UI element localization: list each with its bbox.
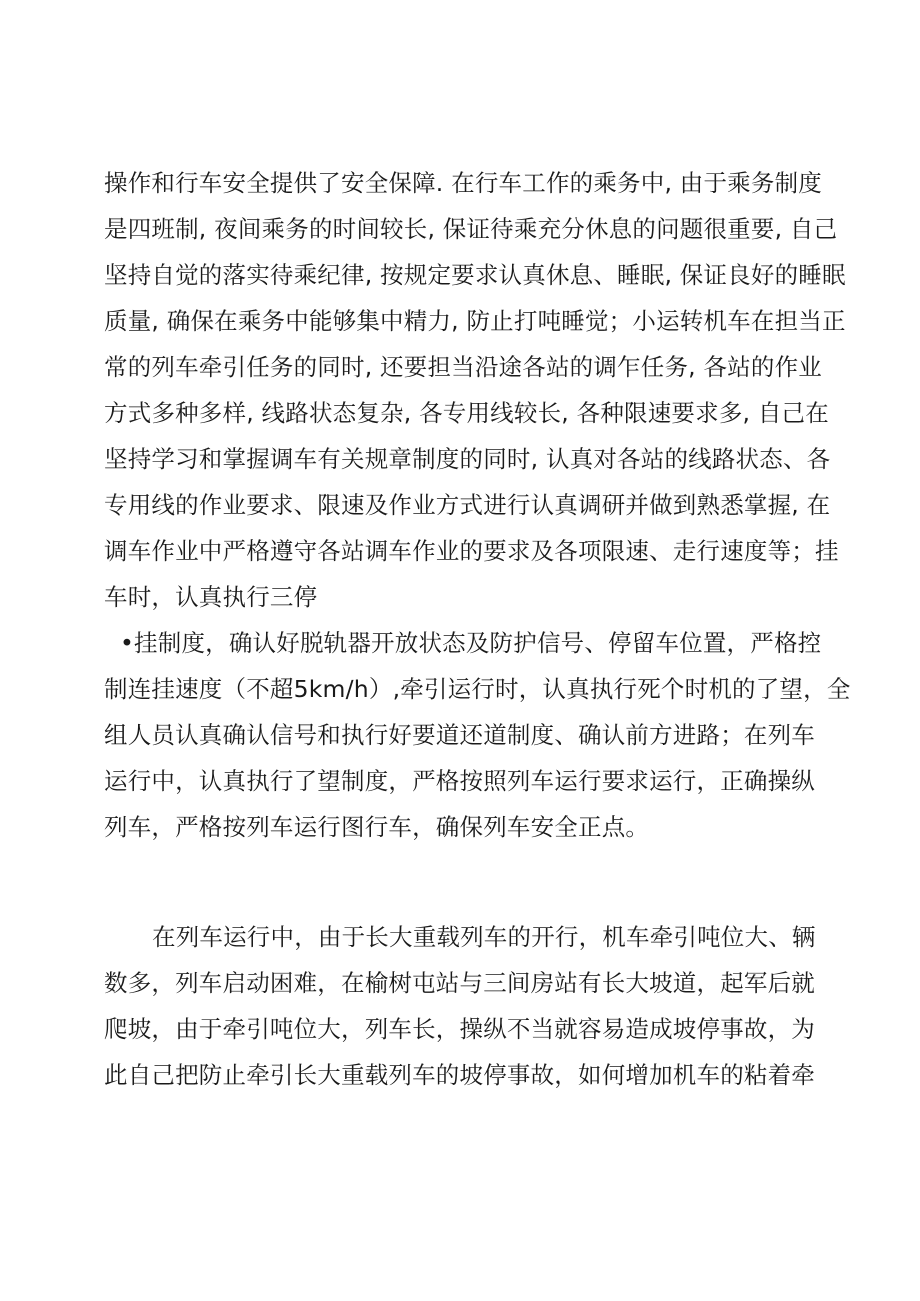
text-line: 列车，严格按列车运行图行车，确保列车安全正点。 bbox=[104, 813, 650, 841]
bullet-text-line: •挂制度，确认好脱轨器开放状态及防护信号、停留车位置，严格控 bbox=[120, 629, 822, 657]
text-line: 制连挂速度（不超5km∕h）,牵引运行时，认真执行死个时机的了望，全 bbox=[104, 675, 851, 703]
text-line: 是四班制, 夜间乘务的时间较长, 保证待乘充分休息的问题很重要, 自己 bbox=[104, 215, 838, 243]
text-line: 常的列车牵引任务的同时, 还要担当沿途各站的调乍任务, 各站的作业 bbox=[104, 353, 822, 381]
text-line: 调车作业中严格遵守各站调车作业的要求及各项限速、走行速度等；挂 bbox=[104, 537, 839, 565]
text-line: 方式多种多样, 线路状态复杂, 各专用线较长, 各种限速要求多, 自己在 bbox=[104, 399, 829, 427]
text-line: 组人员认真确认信号和执行好要道还道制度、确认前方进路；在列车 bbox=[104, 721, 815, 749]
text-line: 爬坡，由于牵引吨位大，列车长，操纵不当就容易造成坡停事故，为 bbox=[104, 1015, 815, 1043]
text-line: 在列车运行中，由于长大重载列车的开行，机车牵引吨位大、辆 bbox=[152, 923, 816, 951]
text-line: 坚持自觉的落实待乘纪律, 按规定要求认真休息、睡眠, 保证良好的睡眠 bbox=[104, 261, 846, 289]
text-line: 车时，认真执行三停 bbox=[104, 583, 318, 611]
text-line: 质量, 确保在乘务中能够集中精力, 防止打吨睡觉；小运转机车在担当正 bbox=[104, 307, 846, 335]
text-line: 数多，列车启动困难，在榆树屯站与三间房站有长大坡道，起军后就 bbox=[104, 969, 815, 997]
text-line: 坚持学习和掌握调车有关规章制度的同时, 认真对各站的线路状态、各 bbox=[104, 445, 831, 473]
text-line: 此自己把防止牵引长大重载列车的坡停事故，如何增加机车的粘着牵 bbox=[104, 1061, 815, 1089]
text-line: 操作和行车安全提供了安全保障. 在行车工作的乘务中, 由于乘务制度 bbox=[104, 169, 822, 197]
text-line: 运行中，认真执行了望制度，严格按照列车运行要求运行，正确操纵 bbox=[104, 767, 815, 795]
text-line: 专用线的作业要求、限速及作业方式进行认真调研并做到熟悉掌握, 在 bbox=[104, 491, 831, 519]
